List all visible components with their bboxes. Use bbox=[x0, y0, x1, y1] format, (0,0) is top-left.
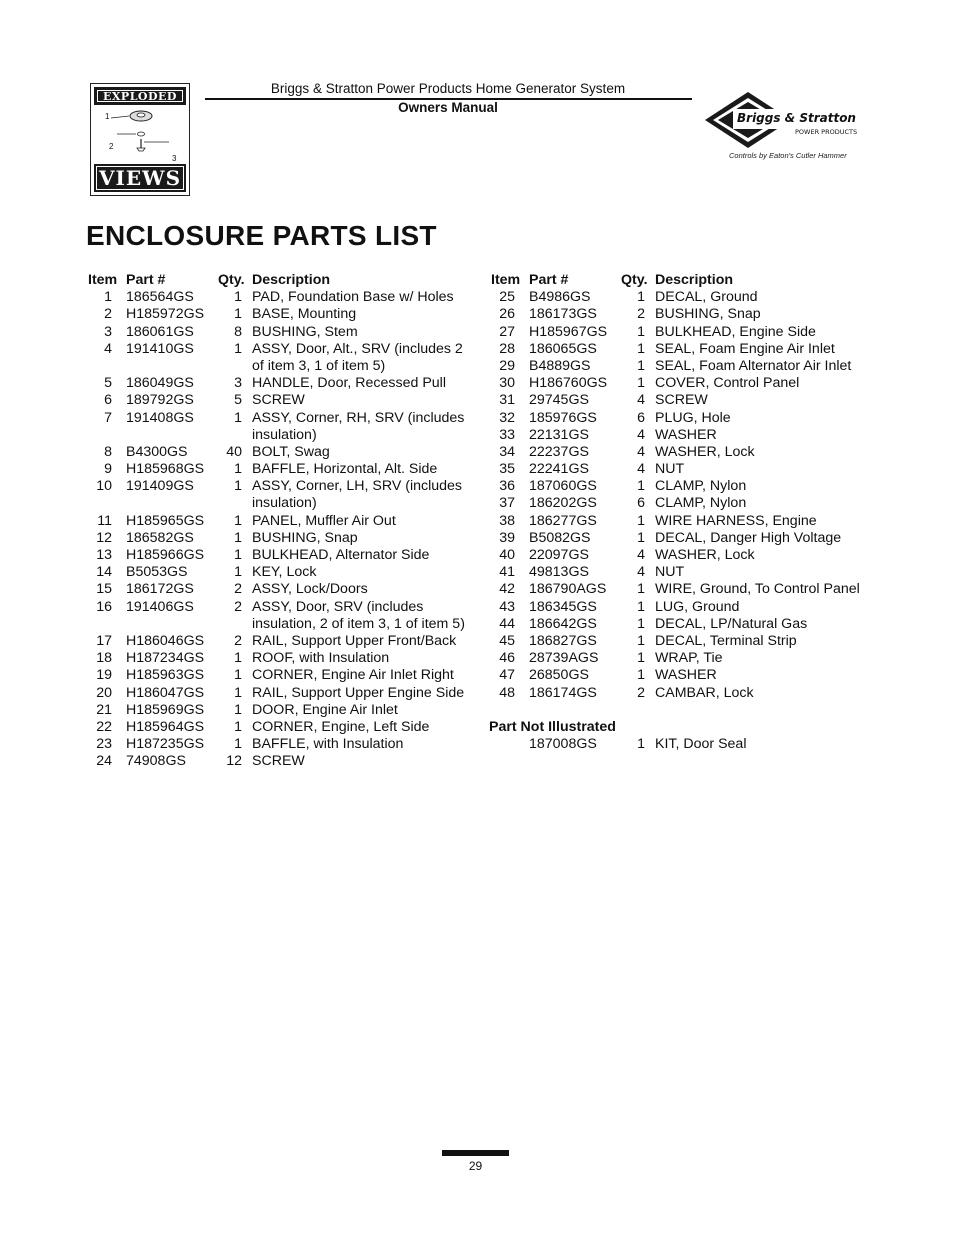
part-number: H187234GS bbox=[126, 650, 205, 667]
part-item-number: 22 bbox=[96, 718, 112, 735]
part-item-number: 35 bbox=[499, 461, 515, 478]
part-description: KEY, Lock bbox=[252, 564, 317, 581]
part-description: CORNER, Engine Air Inlet Right bbox=[252, 667, 454, 684]
table-row bbox=[86, 719, 476, 736]
part-description: SCREW bbox=[252, 392, 305, 409]
part-description: WASHER bbox=[655, 667, 717, 684]
part-number: 191408GS bbox=[126, 409, 194, 426]
part-item-number: 43 bbox=[499, 598, 515, 615]
part-qty: 1 bbox=[637, 736, 645, 753]
header-description: Description bbox=[655, 272, 734, 288]
part-item-number: 46 bbox=[499, 650, 515, 667]
part-description: NUT bbox=[655, 461, 685, 478]
document-subtitle: Owners Manual bbox=[398, 100, 498, 115]
part-item-number: 3 bbox=[104, 323, 112, 340]
part-item-number: 28 bbox=[499, 340, 515, 357]
part-qty: 2 bbox=[234, 581, 242, 598]
part-number: 28739AGS bbox=[529, 650, 599, 667]
table-row bbox=[86, 530, 476, 547]
page-number: 29 bbox=[468, 1159, 483, 1173]
table-row bbox=[489, 581, 889, 598]
part-qty: 4 bbox=[637, 564, 645, 581]
table-row bbox=[489, 685, 889, 702]
part-number: 191410GS bbox=[126, 340, 194, 357]
part-item-number: 25 bbox=[499, 289, 515, 306]
part-number: 186582GS bbox=[126, 529, 194, 546]
part-description: SCREW bbox=[655, 392, 708, 409]
part-qty: 1 bbox=[637, 632, 645, 649]
part-qty: 1 bbox=[234, 701, 242, 718]
part-qty: 1 bbox=[234, 667, 242, 684]
part-item-number: 41 bbox=[499, 564, 515, 581]
part-description: WASHER, Lock bbox=[655, 443, 755, 460]
part-number: B5082GS bbox=[529, 529, 591, 546]
table-row bbox=[86, 289, 476, 306]
part-item-number: 9 bbox=[104, 461, 112, 478]
part-number: H185966GS bbox=[126, 547, 205, 564]
part-number: 22131GS bbox=[529, 426, 589, 443]
table-row bbox=[86, 564, 476, 581]
part-description: PANEL, Muffler Air Out bbox=[252, 512, 396, 529]
part-item-number: 29 bbox=[499, 357, 515, 374]
part-item-number: 48 bbox=[499, 684, 515, 701]
callout-3: 3 bbox=[172, 154, 177, 163]
part-description: SCREW bbox=[252, 753, 305, 770]
part-number: 186827GS bbox=[529, 632, 597, 649]
part-number: B4889GS bbox=[529, 357, 591, 374]
part-item-number: 24 bbox=[96, 753, 112, 770]
part-number: B4300GS bbox=[126, 443, 188, 460]
badge-top-bar bbox=[94, 87, 186, 105]
table-row bbox=[489, 358, 889, 375]
part-number: 22241GS bbox=[529, 461, 589, 478]
part-number: 189792GS bbox=[126, 392, 194, 409]
part-number: 186642GS bbox=[529, 615, 597, 632]
part-qty: 4 bbox=[637, 392, 645, 409]
header-qty: Qty. bbox=[218, 272, 245, 288]
part-item-number: 7 bbox=[104, 409, 112, 426]
table-row bbox=[86, 633, 476, 650]
part-description: BUSHING, Snap bbox=[252, 529, 358, 546]
part-item-number: 20 bbox=[96, 684, 112, 701]
part-item-number: 42 bbox=[499, 581, 515, 598]
part-qty: 1 bbox=[637, 581, 645, 598]
part-qty: 3 bbox=[234, 375, 242, 392]
part-qty: 1 bbox=[637, 667, 645, 684]
part-item-number: 38 bbox=[499, 512, 515, 529]
part-number: 186202GS bbox=[529, 495, 597, 512]
table-row bbox=[489, 324, 889, 341]
part-number: 29745GS bbox=[529, 392, 589, 409]
part-number: 186277GS bbox=[529, 512, 597, 529]
logo-tagline: Controls by Eaton's Cutler Hammer bbox=[729, 151, 847, 160]
header-qty: Qty. bbox=[621, 272, 648, 288]
part-item-number: 23 bbox=[96, 736, 112, 753]
part-item-number: 13 bbox=[96, 547, 112, 564]
part-description: ASSY, Door, SRV (includes insulation, 2 of item 3, 1 of item 5) bbox=[252, 598, 465, 632]
part-qty: 8 bbox=[234, 323, 242, 340]
page-title: ENCLOSURE PARTS LIST bbox=[86, 220, 437, 251]
part-description: ROOF, with Insulation bbox=[252, 650, 390, 667]
part-number: 22237GS bbox=[529, 443, 589, 460]
part-description: DECAL, Ground bbox=[655, 289, 758, 306]
part-item-number: 14 bbox=[96, 564, 112, 581]
part-item-number: 31 bbox=[499, 392, 515, 409]
part-qty: 1 bbox=[234, 736, 242, 753]
part-number: H185967GS bbox=[529, 323, 608, 340]
part-item-number: 16 bbox=[96, 598, 112, 615]
part-number: 191406GS bbox=[126, 598, 194, 615]
part-qty: 1 bbox=[234, 289, 242, 306]
table-row bbox=[489, 410, 889, 427]
part-item-number: 15 bbox=[96, 581, 112, 598]
part-description: ASSY, Lock/Doors bbox=[252, 581, 368, 598]
badge-bottom-bar bbox=[94, 164, 186, 192]
part-item-number: 10 bbox=[96, 478, 112, 495]
table-row bbox=[86, 753, 476, 770]
table-header bbox=[86, 272, 476, 289]
part-item-number: 18 bbox=[96, 650, 112, 667]
footer-bar bbox=[442, 1150, 509, 1156]
part-description: BASE, Mounting bbox=[252, 306, 357, 323]
table-row bbox=[489, 478, 889, 495]
part-number: H186760GS bbox=[529, 375, 608, 392]
part-description: COVER, Control Panel bbox=[655, 375, 800, 392]
part-item-number: 8 bbox=[104, 443, 112, 460]
table-row bbox=[489, 444, 889, 461]
table-row bbox=[489, 341, 889, 358]
table-row bbox=[489, 633, 889, 650]
part-number: 186049GS bbox=[126, 375, 194, 392]
table-row bbox=[489, 289, 889, 306]
part-description: NUT bbox=[655, 564, 685, 581]
table-row bbox=[489, 564, 889, 581]
part-qty: 1 bbox=[234, 461, 242, 478]
part-qty: 1 bbox=[637, 478, 645, 495]
table-row bbox=[489, 427, 889, 444]
part-qty: 2 bbox=[637, 684, 645, 701]
table-row bbox=[86, 599, 476, 633]
table-row bbox=[86, 667, 476, 684]
part-number: H185964GS bbox=[126, 718, 205, 735]
table-row bbox=[86, 547, 476, 564]
logo-product-line: POWER PRODUCTS bbox=[795, 128, 858, 136]
part-description: WIRE HARNESS, Engine bbox=[655, 512, 817, 529]
table-row bbox=[86, 685, 476, 702]
part-qty: 1 bbox=[637, 650, 645, 667]
table-row bbox=[489, 306, 889, 323]
header-description: Description bbox=[252, 272, 331, 288]
part-description: PAD, Foundation Base w/ Holes bbox=[252, 289, 454, 306]
badge-bottom-label: VIEWS bbox=[96, 166, 184, 190]
badge-top-label: EXPLODED bbox=[97, 90, 183, 102]
part-item-number: 32 bbox=[499, 409, 515, 426]
part-number: H185972GS bbox=[126, 306, 205, 323]
part-description: CLAMP, Nylon bbox=[655, 495, 747, 512]
part-number: 186172GS bbox=[126, 581, 194, 598]
part-qty: 4 bbox=[637, 547, 645, 563]
table-row bbox=[489, 736, 889, 753]
part-description: BULKHEAD, Alternator Side bbox=[252, 547, 430, 564]
part-number: 187060GS bbox=[529, 478, 597, 495]
table-row bbox=[489, 530, 889, 547]
part-description: PLUG, Hole bbox=[655, 409, 731, 426]
part-number: 186061GS bbox=[126, 323, 194, 340]
table-row bbox=[489, 667, 889, 684]
part-qty: 2 bbox=[234, 633, 242, 649]
part-number: H185969GS bbox=[126, 701, 205, 718]
part-number: H186047GS bbox=[126, 684, 205, 701]
callout-2: 2 bbox=[109, 142, 114, 151]
table-row bbox=[489, 547, 889, 564]
part-item-number: 1 bbox=[104, 289, 112, 306]
table-row bbox=[86, 375, 476, 392]
header-part: Part # bbox=[529, 272, 569, 288]
parts-table-right bbox=[489, 272, 889, 753]
part-qty: 1 bbox=[234, 718, 242, 735]
part-item-number: 4 bbox=[104, 340, 112, 357]
part-description: KIT, Door Seal bbox=[655, 736, 747, 753]
part-description: DECAL, LP/Natural Gas bbox=[655, 615, 808, 632]
part-item-number: 21 bbox=[96, 701, 112, 718]
part-description: DECAL, Danger High Voltage bbox=[655, 529, 842, 546]
part-qty: 12 bbox=[226, 753, 242, 770]
part-number: 186790AGS bbox=[529, 581, 607, 598]
part-number: H186046GS bbox=[126, 633, 205, 649]
part-number: H187235GS bbox=[126, 736, 205, 753]
part-qty: 1 bbox=[637, 375, 645, 392]
part-qty: 4 bbox=[637, 426, 645, 443]
part-number: H185968GS bbox=[126, 461, 205, 478]
table-row bbox=[86, 444, 476, 461]
part-item-number: 44 bbox=[499, 615, 515, 632]
part-description: WASHER bbox=[655, 426, 717, 443]
part-number: 187008GS bbox=[529, 736, 597, 753]
header-item: Item bbox=[491, 272, 521, 288]
header-part: Part # bbox=[126, 272, 166, 288]
table-row bbox=[489, 616, 889, 633]
part-number: 186564GS bbox=[126, 289, 194, 306]
header-item: Item bbox=[88, 272, 118, 288]
part-qty: 1 bbox=[234, 512, 242, 529]
part-qty: 2 bbox=[234, 598, 242, 615]
part-qty: 1 bbox=[234, 529, 242, 546]
part-qty: 6 bbox=[637, 409, 645, 426]
part-item-number: 34 bbox=[499, 443, 515, 460]
logo-brand: Briggs & Stratton bbox=[737, 111, 856, 125]
part-qty: 1 bbox=[637, 357, 645, 374]
part-number: B4986GS bbox=[529, 289, 591, 306]
part-number: H185965GS bbox=[126, 512, 205, 529]
table-row bbox=[86, 306, 476, 323]
table-header bbox=[489, 272, 889, 289]
part-number: 74908GS bbox=[126, 753, 186, 770]
part-description: RAIL, Support Upper Engine Side bbox=[252, 684, 465, 701]
part-description: BOLT, Swag bbox=[252, 443, 330, 460]
table-row bbox=[489, 599, 889, 616]
part-qty: 1 bbox=[637, 598, 645, 615]
part-qty: 6 bbox=[637, 495, 645, 512]
part-number: B5053GS bbox=[126, 564, 188, 581]
callout-1: 1 bbox=[105, 112, 110, 121]
exploded-views-badge bbox=[90, 83, 190, 196]
part-description: WIRE, Ground, To Control Panel bbox=[655, 581, 860, 598]
part-item-number: 37 bbox=[499, 495, 515, 512]
table-row bbox=[86, 581, 476, 598]
part-qty: 2 bbox=[637, 306, 645, 323]
part-description: ASSY, Door, Alt., SRV (includes 2 of item 3, 1 of item 5) bbox=[252, 340, 463, 374]
part-item-number: 30 bbox=[499, 375, 515, 392]
part-item-number: 27 bbox=[499, 323, 515, 340]
part-qty: 1 bbox=[234, 547, 242, 564]
part-qty: 1 bbox=[234, 684, 242, 701]
table-row bbox=[86, 702, 476, 719]
parts-table-left bbox=[86, 272, 476, 771]
document-title: Briggs & Stratton Power Products Home Generator System bbox=[270, 81, 626, 96]
part-qty: 1 bbox=[234, 306, 242, 323]
part-description: CLAMP, Nylon bbox=[655, 478, 747, 495]
table-row bbox=[489, 650, 889, 667]
part-description: HANDLE, Door, Recessed Pull bbox=[252, 375, 446, 392]
part-item-number: 17 bbox=[96, 633, 112, 649]
part-item-number: 6 bbox=[104, 392, 112, 409]
part-description: WRAP, Tie bbox=[655, 650, 723, 667]
part-qty: 5 bbox=[234, 392, 242, 409]
table-row bbox=[489, 513, 889, 530]
part-description: DOOR, Engine Air Inlet bbox=[252, 701, 398, 718]
part-item-number: 19 bbox=[96, 667, 112, 684]
part-description: SEAL, Foam Alternator Air Inlet bbox=[655, 357, 852, 374]
part-description: BUSHING, Stem bbox=[252, 323, 358, 340]
table-row bbox=[86, 650, 476, 667]
part-description: CORNER, Engine, Left Side bbox=[252, 718, 430, 735]
table-row bbox=[489, 495, 889, 512]
part-number: H185963GS bbox=[126, 667, 205, 684]
part-item-number: 2 bbox=[104, 306, 112, 323]
table-row bbox=[489, 375, 889, 392]
part-number: 185976GS bbox=[529, 409, 597, 426]
part-description: CAMBAR, Lock bbox=[655, 684, 754, 701]
part-description: BUSHING, Snap bbox=[655, 306, 761, 323]
part-number: 186173GS bbox=[529, 306, 597, 323]
part-qty: 1 bbox=[234, 564, 242, 581]
part-qty: 1 bbox=[234, 478, 242, 495]
part-qty: 1 bbox=[637, 615, 645, 632]
part-qty: 1 bbox=[637, 323, 645, 340]
table-row bbox=[86, 341, 476, 375]
part-qty: 1 bbox=[234, 340, 242, 357]
table-row bbox=[86, 478, 476, 512]
part-item-number: 12 bbox=[96, 529, 112, 546]
part-item-number: 39 bbox=[499, 529, 515, 546]
part-description: SEAL, Foam Engine Air Inlet bbox=[655, 340, 835, 357]
table-row bbox=[86, 410, 476, 444]
part-description: BAFFLE, with Insulation bbox=[252, 736, 404, 753]
not-illustrated-heading: Part Not Illustrated bbox=[489, 718, 616, 735]
part-item-number: 5 bbox=[104, 375, 112, 392]
part-item-number: 47 bbox=[499, 667, 515, 684]
part-description: WASHER, Lock bbox=[655, 547, 755, 563]
part-number: 22097GS bbox=[529, 547, 589, 563]
table-row bbox=[86, 324, 476, 341]
part-qty: 4 bbox=[637, 443, 645, 460]
part-qty: 40 bbox=[226, 443, 242, 460]
part-qty: 1 bbox=[637, 289, 645, 306]
part-qty: 4 bbox=[637, 461, 645, 478]
part-qty: 1 bbox=[234, 650, 242, 667]
part-qty: 1 bbox=[234, 409, 242, 426]
table-row bbox=[86, 513, 476, 530]
part-item-number: 26 bbox=[499, 306, 515, 323]
part-qty: 1 bbox=[637, 529, 645, 546]
part-description: DECAL, Terminal Strip bbox=[655, 632, 797, 649]
table-row bbox=[489, 392, 889, 409]
table-row bbox=[86, 392, 476, 409]
part-description: ASSY, Corner, RH, SRV (includes insulation) bbox=[252, 409, 465, 443]
part-description: RAIL, Support Upper Front/Back bbox=[252, 633, 457, 649]
part-item-number: 36 bbox=[499, 478, 515, 495]
part-number: 186345GS bbox=[529, 598, 597, 615]
part-number: 186065GS bbox=[529, 340, 597, 357]
part-description: ASSY, Corner, LH, SRV (includes insulation) bbox=[252, 478, 463, 512]
part-description: LUG, Ground bbox=[655, 598, 740, 615]
table-row bbox=[86, 461, 476, 478]
part-item-number: 33 bbox=[499, 426, 515, 443]
part-number: 191409GS bbox=[126, 478, 194, 495]
part-item-number: 45 bbox=[499, 632, 515, 649]
part-description: BAFFLE, Horizontal, Alt. Side bbox=[252, 461, 438, 478]
part-description: BULKHEAD, Engine Side bbox=[655, 323, 816, 340]
table-row bbox=[489, 461, 889, 478]
part-qty: 1 bbox=[637, 512, 645, 529]
part-number: 186174GS bbox=[529, 684, 597, 701]
part-number: 49813GS bbox=[529, 564, 589, 581]
part-number: 26850GS bbox=[529, 667, 589, 684]
table-row bbox=[86, 736, 476, 753]
part-qty: 1 bbox=[637, 340, 645, 357]
part-item-number: 11 bbox=[97, 512, 112, 529]
part-item-number: 40 bbox=[499, 547, 515, 563]
